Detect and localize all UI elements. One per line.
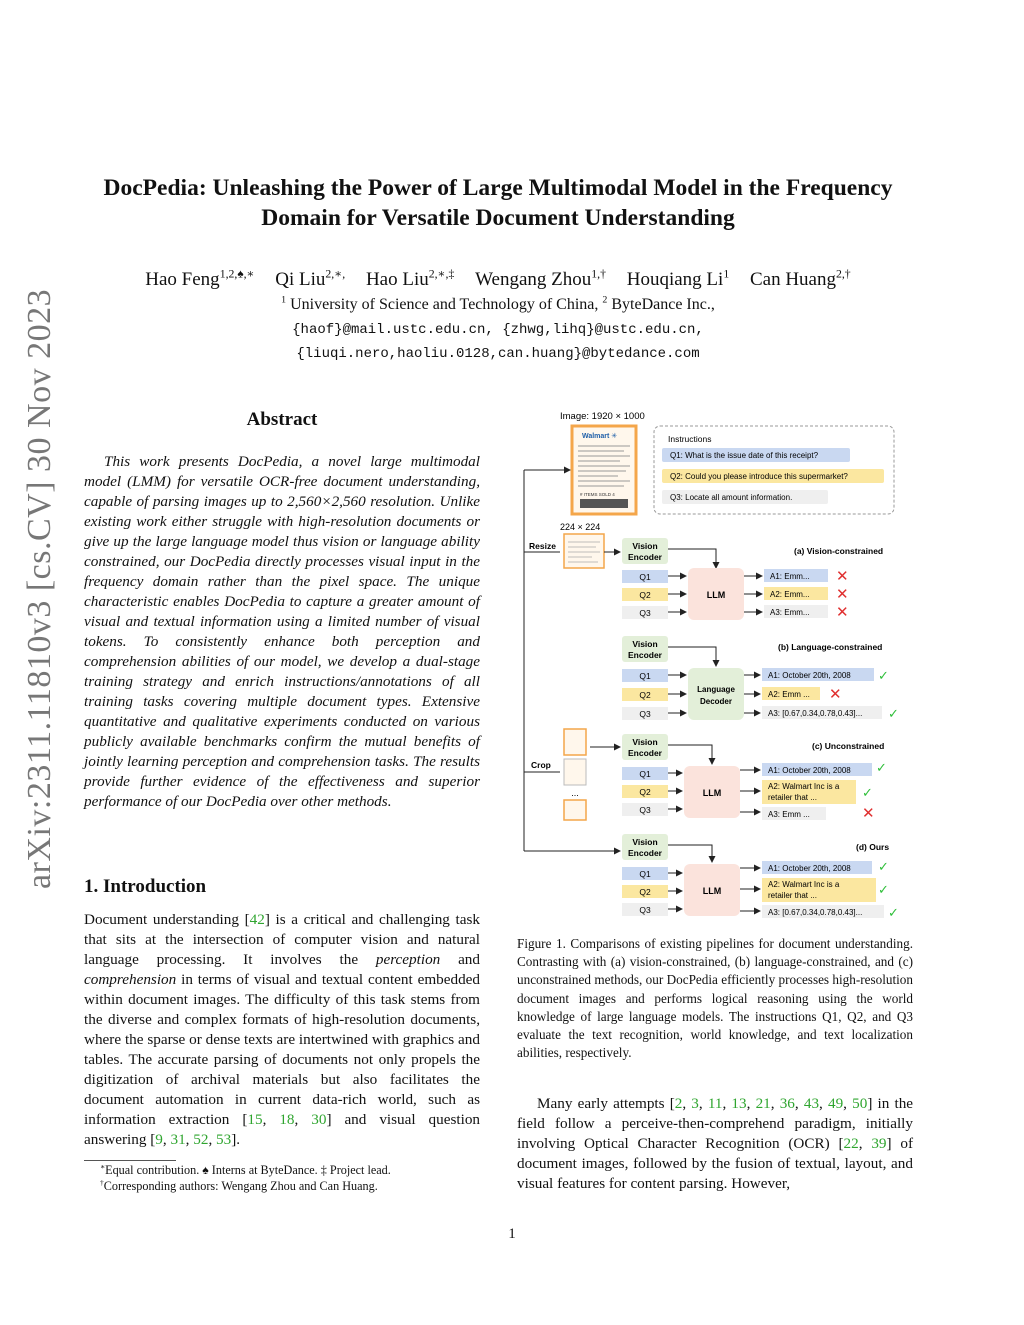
vision-encoder-label: Encoder [627, 552, 663, 562]
check-icon: ✓ [876, 760, 887, 775]
svg-text:Q2: Q2 [639, 690, 651, 700]
llm-label: LLM [706, 590, 726, 600]
author-marks: 1,2,♠,∗ [219, 267, 255, 281]
figure-1 [520, 404, 916, 924]
emphasis-perception: perception [375, 951, 441, 968]
citation-link[interactable]: 18 [279, 1111, 295, 1128]
svg-text:Vision: Vision [632, 737, 658, 747]
author [366, 269, 454, 290]
instructions-box [654, 426, 894, 514]
check-icon: ✓ [862, 785, 873, 800]
cross-icon: ✕ [836, 604, 849, 621]
paper-title [80, 173, 916, 233]
svg-text:A3: Emm ...: A3: Emm ... [768, 810, 810, 819]
svg-text:A3: [0.67,0.34,0.78,0.43]...: A3: [0.67,0.34,0.78,0.43]... [768, 908, 863, 917]
receipt-items-sold: # ITEMS SOLD 4 [580, 492, 615, 497]
panel-a [604, 538, 883, 621]
citation-link[interactable]: 22 [843, 1135, 859, 1152]
svg-text:LLM: LLM [702, 886, 722, 896]
author-name: Wengang Zhou [475, 269, 592, 290]
svg-text:Vision: Vision [632, 837, 658, 847]
abstract-text [84, 452, 480, 812]
caption-label: Figure 1. [517, 936, 566, 951]
check-icon: ✓ [878, 859, 889, 874]
author-marks: 1,† [591, 267, 606, 281]
svg-text:A1: October 20th, 2008: A1: October 20th, 2008 [768, 864, 851, 873]
citation-link[interactable]: 53 [216, 1131, 232, 1148]
panel-d-title: (d) Ours [856, 842, 890, 852]
receipt-logo: Walmart ✳ [582, 433, 618, 440]
cross-icon: ✕ [836, 568, 849, 585]
citation-link[interactable]: 9 [155, 1131, 163, 1148]
cross-icon: ✕ [862, 805, 875, 822]
panel-c [590, 734, 887, 822]
affil-bytedance: ByteDance Inc., [611, 296, 715, 313]
affil-mark: 1 [281, 294, 287, 306]
instruction-q1: Q1: What is the issue date of this receipt? [670, 451, 819, 460]
svg-text:Q3: Q3 [639, 709, 651, 719]
author-marks: 2,∗,‡ [428, 267, 455, 281]
resize-label: Resize [529, 541, 556, 551]
author [750, 269, 851, 290]
svg-text:A2: Walmart Inc is a: A2: Walmart Inc is a [768, 782, 840, 791]
svg-text:Encoder: Encoder [627, 848, 663, 858]
author [145, 269, 254, 290]
abstract-content: This work presents DocPedia, a novel large multimodal model (LMM) for versatile OCR-free document understanding, capable of parsing images up to 2,560×2,560 resolution. Unlike existing work either struggle with high-resolution documents or give up the large language model thus vision or language ability constrained, our DocPedia directly processes visual input in the frequency domain rather than the pixel space. The unique characteristic enables DocPedia to capture a greater amount of visual and textual information using a limited number of visual tokens. To consistently enhance both perception and comprehension abilities of our model, we develop a dual-stage training strategy and enrich instructions/annotations of all training tasks covering multiple document types. Extensive quantitative and qualitative experiments conducted on various publicly available benchmarks confirm the mutual benefits of jointly learning perception and comprehension tasks. The results provide further evidence of the effectiveness and superior performance of our DocPedia over other methods. [84, 453, 480, 810]
email-line-2: {liuqi.nero,haoliu.0128,can.huang}@bytedance.com [296, 346, 700, 362]
svg-text:Q2: Q2 [639, 887, 651, 897]
small-size-label: 224 × 224 [560, 522, 601, 532]
affil-mark: 2 [602, 294, 608, 306]
svg-text:Q2: Q2 [639, 787, 651, 797]
svg-text:Vision: Vision [632, 639, 658, 649]
caption-text: Comparisons of existing pipelines for document understanding. Contrasting with (a) vision-constrained, (b) language-constrained, and (c) unconstrained methods, our DocPedia efficiently processes high-resolution document images and performs logical reasoning using the world knowledge of large language models. The instructions Q1, Q2, and Q3 evaluate the text recognition, world knowledge, and text localization abilities, respectively. [517, 936, 914, 1061]
resized-receipt [564, 534, 604, 568]
panel-d [622, 834, 899, 920]
instruction-q3: Q3: Locate all amount information. [670, 493, 793, 502]
svg-text:Q1: Q1 [639, 572, 651, 582]
citation-link[interactable]: 49 [827, 1095, 844, 1112]
svg-text:A1: Emm...: A1: Emm... [770, 572, 810, 581]
cross-icon: ✕ [829, 686, 842, 703]
author-name: Qi Liu [275, 269, 326, 290]
svg-text:A1: October 20th, 2008: A1: October 20th, 2008 [768, 766, 851, 775]
author [627, 269, 729, 290]
svg-text:Q3: Q3 [639, 905, 651, 915]
svg-text:A2: Walmart Inc is a: A2: Walmart Inc is a [768, 880, 840, 889]
author-name: Houqiang Li [626, 269, 724, 290]
title-line-1: DocPedia: Unleashing the Power of Large Multimodal Model in the Frequency [103, 175, 893, 201]
citation-link[interactable]: 15 [247, 1111, 263, 1128]
check-icon: ✓ [888, 706, 899, 721]
svg-text:Q1: Q1 [639, 769, 651, 779]
panel-a-title: (a) Vision-constrained [794, 546, 884, 556]
author [475, 269, 606, 290]
panel-b-title: (b) Language-constrained [778, 642, 883, 652]
instructions-title: Instructions [668, 434, 712, 444]
intro-paragraph: Document understanding [42] is a critical and challenging task that sits at the intersection of computer vision and natural language processing. It involves the perception and comprehension in terms of visual and textual content embedded within document images. The difficulty of this task stems from the diverse and complex formats of high-resolution documents, where the sparse or dense texts are intertwined with graphics and tables. The accurate parsing of documents not only propels the digitization of archival materials but also facilitates the document automation in current data-rich world, such as information extraction [15, 18, 30] and visual question answering [9, 31, 52, 53]. [84, 911, 481, 1148]
svg-text:A1: October 20th, 2008: A1: October 20th, 2008 [768, 671, 851, 680]
svg-text:Encoder: Encoder [627, 748, 663, 758]
citation-link[interactable]: 31 [170, 1131, 186, 1148]
right-column-paragraph: Many early attempts [2, 3, 11, 13, 21, 36, 43, 49, 50] in the field follow a perceive-then-comprehend paradigm, initially involving Optical Character Recognition (OCR) [22, 39] of document images, followed by the fusion of textual, layout, and visual features for content parsing. However, [517, 1095, 914, 1192]
footnote-1: ∗Equal contribution. ♠ Interns at ByteDance. ‡ Project lead. [100, 1161, 391, 1177]
figure-caption [517, 935, 913, 1062]
svg-text:Q1: Q1 [639, 671, 651, 681]
author-marks: 2,† [835, 267, 851, 281]
cross-icon: ✕ [836, 586, 849, 603]
svg-text:retailer that ...: retailer that ... [768, 891, 817, 900]
check-icon: ✓ [878, 668, 889, 683]
email-line-1: {haof}@mail.ustc.edu.cn, {zhwg,lihq}@ustc.edu.cn, [292, 322, 704, 338]
footnote-2: †Corresponding authors: Wengang Zhou and Can Huang. [100, 1177, 378, 1193]
svg-text:LLM: LLM [702, 788, 722, 798]
arxiv-stamp: arXiv:2311.11810v3 [cs.CV] 30 Nov 2023 [21, 288, 58, 889]
svg-text:retailer that ...: retailer that ... [768, 793, 817, 802]
citation-link[interactable]: 36 [779, 1095, 795, 1112]
citation-link[interactable]: 11 [707, 1095, 723, 1112]
svg-text:A2: Emm...: A2: Emm... [770, 590, 810, 599]
vision-encoder-label: Vision [632, 541, 658, 551]
crop-ellipsis: ... [571, 788, 579, 798]
citation-link[interactable]: 3 [691, 1095, 699, 1112]
svg-text:A3: [0.67,0.34,0.78,0.43]...: A3: [0.67,0.34,0.78,0.43]... [768, 709, 863, 718]
check-icon: ✓ [878, 882, 889, 897]
citation-link[interactable]: 43 [803, 1095, 820, 1112]
cropped-receipt [564, 729, 586, 820]
instruction-q2: Q2: Could you please introduce this supermarket? [670, 472, 848, 481]
citation-link[interactable]: 39 [871, 1135, 887, 1152]
panel-c-title: (c) Unconstrained [812, 741, 885, 751]
receipt-image [572, 426, 636, 514]
section-heading-introduction: 1. Introduction [84, 876, 207, 897]
citation-link[interactable]: 2 [674, 1095, 683, 1112]
svg-text:Q3: Q3 [639, 805, 651, 815]
author-marks: 1 [723, 267, 730, 281]
citation-link[interactable]: 42 [249, 911, 265, 928]
svg-text:A3: Emm...: A3: Emm... [770, 608, 810, 617]
svg-text:Q1: Q1 [639, 869, 651, 879]
citation-link[interactable]: 13 [731, 1095, 747, 1112]
citation-link[interactable]: 21 [755, 1095, 771, 1112]
emphasis-comprehension: comprehension [84, 971, 177, 988]
svg-text:Encoder: Encoder [627, 650, 663, 660]
footnote-rule [84, 1160, 176, 1161]
language-decoder-label: Language [697, 685, 735, 694]
svg-text:A2: Emm ...: A2: Emm ... [768, 690, 810, 699]
affil-ustc: University of Science and Technology of China, [290, 296, 599, 313]
author-list [80, 269, 916, 291]
svg-text:Q3: Q3 [639, 608, 651, 618]
author-marks: 2,∗, [325, 267, 346, 281]
author-name: Hao Feng [145, 269, 220, 290]
author [275, 269, 345, 290]
svg-text:Q2: Q2 [639, 590, 651, 600]
affiliations [80, 296, 916, 314]
panel-b [622, 636, 899, 721]
citation-link[interactable]: 52 [193, 1131, 209, 1148]
author-name: Hao Liu [365, 269, 429, 290]
page-number: 1 [508, 1226, 516, 1242]
language-decoder-label: Decoder [699, 697, 733, 706]
author-name: Can Huang [749, 269, 836, 290]
citation-link[interactable]: 30 [311, 1111, 327, 1128]
citation-link[interactable]: 50 [852, 1095, 868, 1112]
image-size-label: Image: 1920 × 1000 [560, 411, 645, 422]
abstract-heading: Abstract [246, 409, 318, 430]
pipeline-diagram [520, 404, 916, 924]
check-icon: ✓ [888, 905, 899, 920]
crop-label: Crop [531, 760, 551, 770]
title-line-2: Domain for Versatile Document Understanding [261, 205, 735, 231]
